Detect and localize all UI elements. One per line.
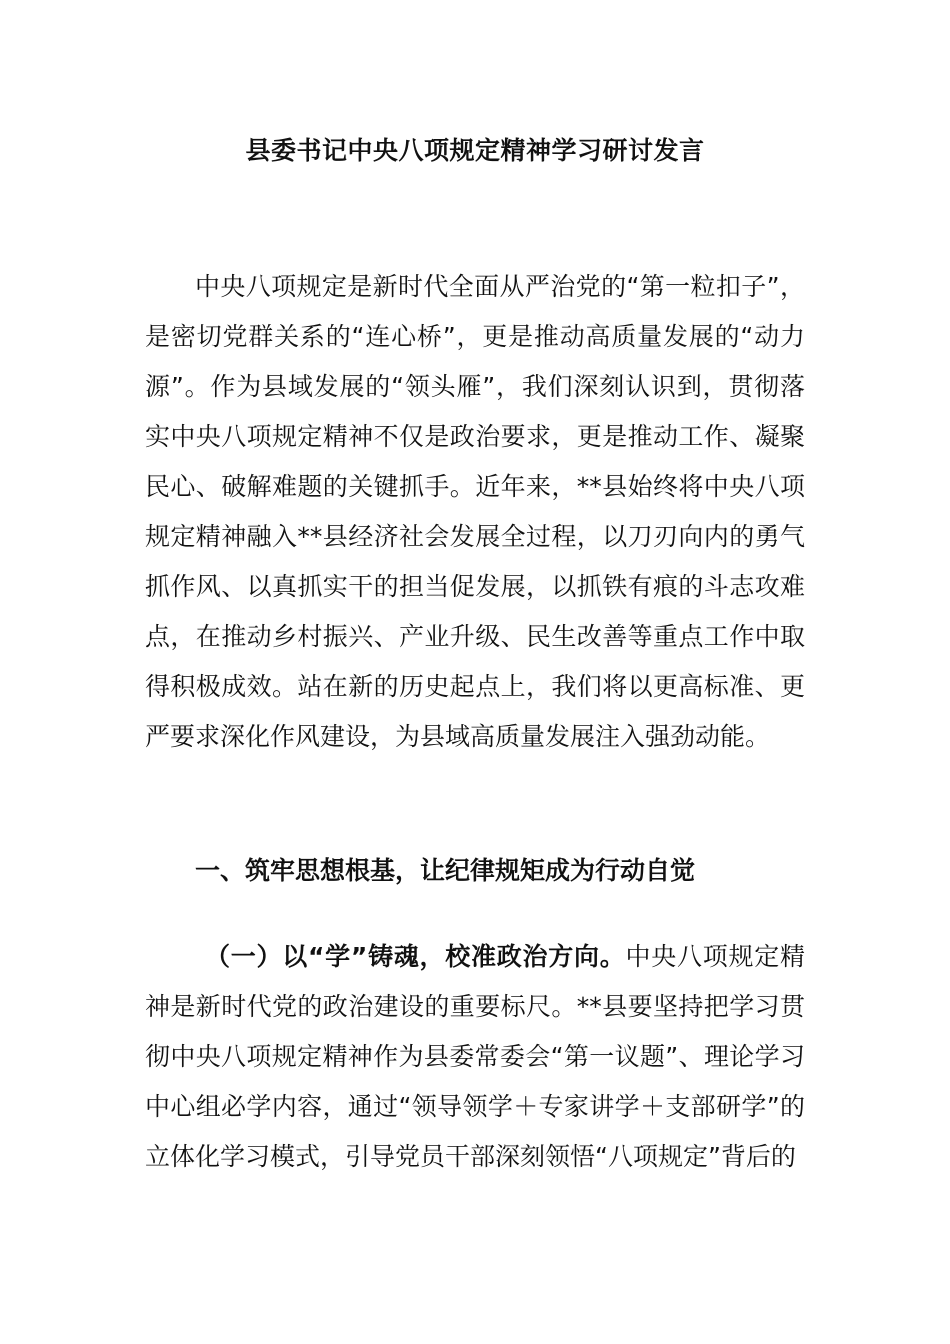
subsection-lead: （一）以“学”铸魂，校准政治方向。	[205, 942, 626, 971]
intro-paragraph: 中央八项规定是新时代全面从严治党的“第一粒扣子”，是密切党群关系的“连心桥”，更是推动高质量发展的“动力源”。作为县域发展的“领头雁”，我们深刻认识到，贯彻落实中央八项规定精神不仅是政治要求，更是推动工作、凝聚民心、破解难题的关键抓手。近年来，**县始终将中央八项规定精神融入**县经济社会发展全过程，以刀刃向内的勇气抓作风、以真抓实干的担当促发展，以抓铁有痕的斗志攻难点，在推动乡村振兴、产业升级、民生改善等重点工作中取得积极成效。站在新的历史起点上，我们将以更高标准、更严要求深化作风建设，为县域高质量发展注入强劲动能。	[145, 272, 805, 751]
document-title: 县委书记中央八项规定精神学习研讨发言	[245, 136, 705, 165]
section-heading: 一、筑牢思想根基，让纪律规矩成为行动自觉	[195, 856, 696, 885]
subsection-text: 中央八项规定精神是新时代党的政治建设的重要标尺。**县要坚持把学习贯彻中央八项规定精神作为县委常委会“第一议题”、理论学习中心组必学内容，通过“领导领学＋专家讲学＋支部研学”的立体化学习模式，引导党员干部深刻领悟“八项规定”背后的	[145, 942, 805, 1171]
subsection-paragraph	[145, 932, 805, 1182]
